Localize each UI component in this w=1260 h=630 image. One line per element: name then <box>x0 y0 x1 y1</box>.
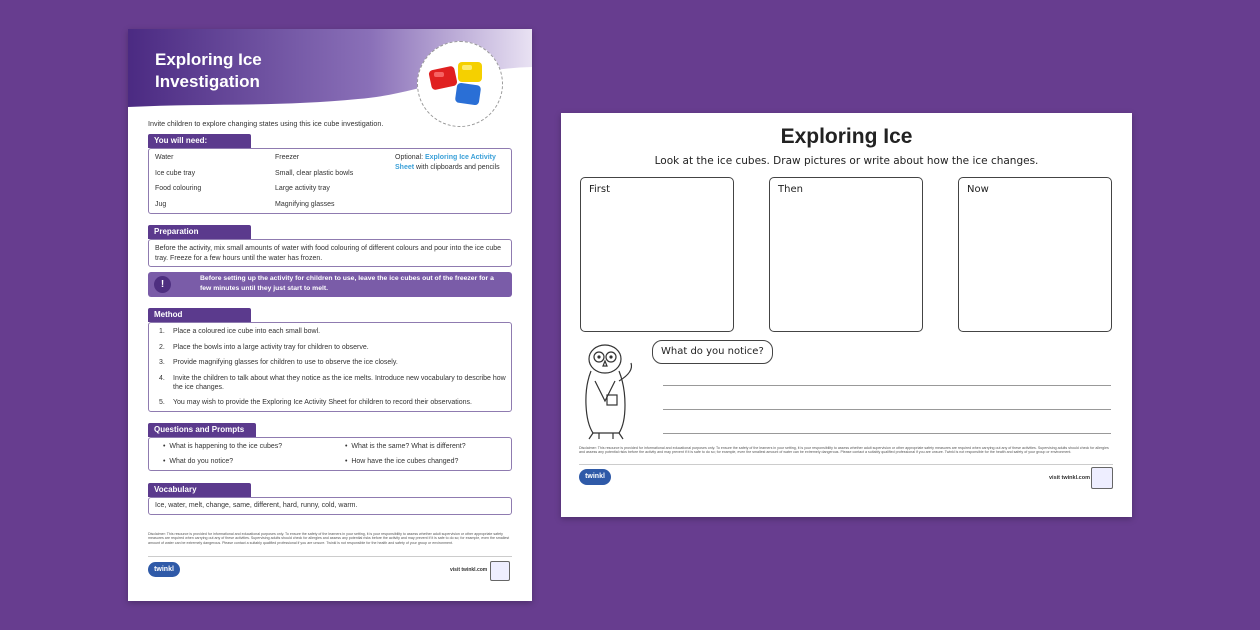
method-heading: Method <box>148 308 251 322</box>
quality-badge-icon <box>490 561 510 581</box>
method-step <box>149 358 511 374</box>
need-item: Magnifying glasses <box>275 200 335 208</box>
step-text: Place the bowls into a large activity tray for children to observe. <box>173 343 369 351</box>
warning-text: Before setting up the activity for children to use, leave the ice cubes out of the freezer for a few minutes until they just start to melt. <box>200 275 494 292</box>
need-heading: You will need: <box>148 134 251 148</box>
need-item: Small, clear plastic bowls <box>275 169 354 177</box>
writing-line[interactable] <box>663 433 1111 434</box>
quality-badge-icon <box>1091 467 1113 489</box>
need-item: Large activity tray <box>275 185 330 192</box>
box-now[interactable] <box>958 177 1112 332</box>
preparation-box <box>148 239 512 267</box>
need-optional <box>395 153 511 173</box>
vocabulary-heading: Vocabulary <box>148 483 251 497</box>
step-number: 1. <box>159 328 165 335</box>
step-number: 4. <box>159 374 165 382</box>
step-number: 2. <box>159 343 165 351</box>
title-line-1: Exploring Ice <box>155 50 262 69</box>
step-number: 5. <box>159 398 165 406</box>
preparation-heading: Preparation <box>148 225 251 239</box>
need-item: Freezer <box>275 154 300 161</box>
need-column-1 <box>155 153 201 215</box>
writing-line[interactable] <box>663 409 1111 410</box>
title-line-2: Investigation <box>155 72 260 91</box>
warning-callout <box>148 272 512 297</box>
method-box <box>148 322 512 412</box>
speech-bubble: What do you notice? <box>652 340 773 364</box>
questions-heading: Questions and Prompts <box>148 423 256 437</box>
method-step <box>149 343 511 359</box>
method-step <box>149 374 511 398</box>
vocabulary-box <box>148 497 512 515</box>
step-text: You may wish to provide the Exploring Ice Activity Sheet for children to record their observations. <box>173 398 472 406</box>
optional-suffix: with clipboards and pencils <box>414 164 500 171</box>
need-box <box>148 148 512 214</box>
investigation-sheet <box>128 29 532 601</box>
footer-divider <box>579 464 1113 465</box>
step-text: Provide magnifying glasses for children to use to observe the ice closely. <box>173 359 398 366</box>
warning-icon: ! <box>154 276 171 293</box>
twinkl-logo[interactable]: twinkl <box>579 469 611 485</box>
method-step <box>149 398 511 414</box>
disclaimer: Disclaimer: This resource is provided for informational and educational purposes only. To ensure the safety of the learners in your setting, it is your responsibility to assess whether adult supervision or other appropriate safety measures are required when carrying out any of these activities. Supervising adults should check for allergies and assess any potential risks before the activity and may prevent if it is safe to do so; for example, even the smallest amount of water can be extremely dangerous. Please contact a suitably qualified professional if you are unsure. Twinkl is not responsible for the health and safety of your group or environment. <box>579 446 1109 455</box>
sheet-title <box>155 49 335 93</box>
box-label: Now <box>967 184 989 195</box>
questions-box <box>148 437 512 471</box>
question-item: • How have the ice cubes changed? <box>345 458 459 465</box>
activity-title: Exploring Ice <box>780 125 913 148</box>
step-text: Place a coloured ice cube into each small bowl. <box>173 328 321 335</box>
need-item: Jug <box>155 200 167 208</box>
vocabulary-text: Ice, water, melt, change, same, different, hard, runny, cold, warm. <box>155 502 358 509</box>
owl-scientist-icon <box>577 341 647 441</box>
visit-link[interactable]: visit twinkl.com <box>450 567 488 573</box>
intro-text: Invite children to explore changing states using this ice cube investigation. <box>148 119 384 128</box>
box-then[interactable] <box>769 177 923 332</box>
footer-divider <box>148 556 512 557</box>
step-text: Invite the children to talk about what they notice as the ice melts. Introduce new vocabulary to describe how the ice changes. <box>173 374 506 391</box>
ice-cubes-image <box>417 41 503 127</box>
twinkl-logo[interactable]: twinkl <box>148 562 180 577</box>
box-label: First <box>589 184 611 195</box>
box-label: Then <box>778 184 803 195</box>
disclaimer: Disclaimer: This resource is provided for informational and educational purposes only. To ensure the safety of the learners in your setting, it is your responsibility to assess whether adult supervision or other appropriate safety measures are required when carrying out any of these activities. Supervising adults should check for allergies and assess any potential risks before the activity and may prevent if it is safe to do so; for example, even the smallest amount of water can be extremely dangerous. Please contact a suitably qualified professional if you are unsure. Twinkl is not responsible for the health and safety of your group or environment. <box>148 532 510 545</box>
activity-sheet <box>561 113 1132 517</box>
visit-link[interactable]: visit twinkl.com <box>1049 475 1090 481</box>
step-number: 3. <box>159 359 165 366</box>
activity-sheet-link[interactable]: Exploring Ice Activity Sheet <box>395 154 496 171</box>
need-item: Water <box>155 154 174 161</box>
activity-instruction: Look at the ice cubes. Draw pictures or write about how the ice changes. <box>654 155 1039 167</box>
need-item: Food colouring <box>155 185 202 192</box>
optional-prefix: Optional: <box>395 154 425 161</box>
preparation-text: Before the activity, mix small amounts of water with food colouring of different colours and pour into the ice cube tray. Freeze for a few hours until the water has frozen. <box>155 245 502 262</box>
question-item: • What is happening to the ice cubes? <box>163 443 283 450</box>
question-item: • What do you notice? <box>163 458 234 465</box>
box-first[interactable] <box>580 177 734 332</box>
need-item: Ice cube tray <box>155 169 196 177</box>
method-step <box>149 327 511 343</box>
ice-cubes-icon <box>418 42 504 128</box>
need-column-2 <box>275 153 353 215</box>
question-item: • What is the same? What is different? <box>345 443 466 450</box>
writing-line[interactable] <box>663 385 1111 386</box>
